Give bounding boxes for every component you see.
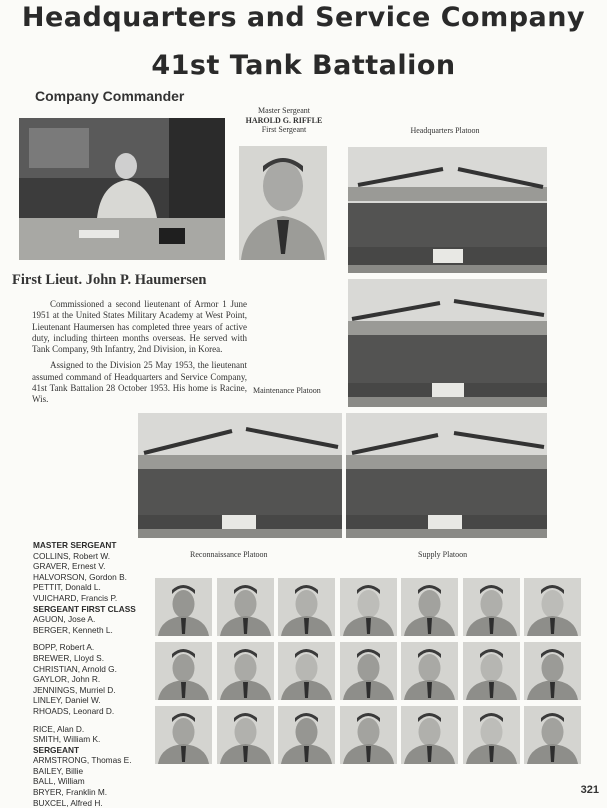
portrait-image: [340, 578, 397, 636]
portrait: [340, 642, 397, 700]
supply-platoon-photo: [346, 413, 547, 538]
portrait: [340, 578, 397, 636]
portrait: [278, 578, 335, 636]
portrait: [463, 642, 520, 700]
roster-name: COLLINS, Robert W.: [33, 550, 111, 561]
roster-name: HALVORSON, Gordon B.: [33, 571, 127, 582]
portrait-image: [401, 642, 458, 700]
page-title: Headquarters and Service Company: [21, 2, 586, 33]
roster-name: RICE, Alan D.: [33, 723, 85, 734]
portrait: [524, 706, 581, 764]
portrait: [278, 642, 335, 700]
roster-rank-heading: SERGEANT: [33, 744, 80, 755]
portrait: [155, 706, 212, 764]
portrait-image: [463, 642, 520, 700]
roster-name: BUXCEL, Alfred H.: [33, 797, 103, 808]
portrait-grid: [155, 578, 582, 768]
commander-photo-image: [19, 118, 225, 260]
page-number: 321: [580, 784, 599, 796]
portrait-image: [524, 706, 581, 764]
portrait-image: [278, 706, 335, 764]
roster-name: BALL, William: [33, 776, 85, 787]
group-photo-headquarters: [348, 147, 547, 273]
portrait-image: [155, 706, 212, 764]
portrait: [401, 706, 458, 764]
roster-name: BAILEY, Billie: [33, 765, 84, 776]
first-sergeant-photo: [239, 146, 327, 260]
roster-name: JENNINGS, Murriel D.: [33, 684, 116, 695]
roster-name: RHOADS, Leonard D.: [33, 705, 115, 716]
roster-rank-heading: SERGEANT FIRST CLASS: [33, 603, 136, 614]
reconnaissance-platoon-label: Reconnaissance Platoon: [190, 550, 268, 559]
portrait-image: [217, 706, 274, 764]
portrait: [524, 578, 581, 636]
roster-name: VUICHARD, Francis P.: [33, 592, 118, 603]
portrait: [401, 642, 458, 700]
portrait-image: [463, 706, 520, 764]
commander-bio-paragraph-1: Commissioned a second lieutenant of Armor 1 June 1951 at the United States Military Academy at West Point, Lieutenant Haumersen has completed three years of active duty, including thirteen months overseas. He served with Tank Company, 9th Infantry, 2nd Division, in Korea.: [32, 299, 247, 355]
portrait-image: [278, 642, 335, 700]
first-sergeant-rank: Master Sergeant: [257, 106, 311, 115]
group-photo-supply: [346, 413, 547, 538]
portrait: [524, 642, 581, 700]
roster-name: ARMSTRONG, Thomas E.: [33, 755, 132, 766]
portrait: [340, 706, 397, 764]
portrait: [155, 578, 212, 636]
portrait-image: [155, 642, 212, 700]
group-photo-maintenance: [348, 279, 547, 407]
roster-rank-heading: MASTER SERGEANT: [33, 540, 117, 550]
commander-bio: [32, 299, 247, 411]
portrait-image: [340, 706, 397, 764]
portrait-image: [524, 578, 581, 636]
portrait: [217, 706, 274, 764]
roster-name: LINLEY, Daniel W.: [33, 695, 101, 706]
headquarters-platoon-label: Headquarters Platoon: [410, 126, 480, 135]
portrait: [463, 706, 520, 764]
first-sergeant-title: First Sergeant: [261, 125, 307, 134]
roster-gap: [33, 717, 155, 724]
roster-name: BREWER, Lloyd S.: [33, 652, 105, 663]
portrait-image: [524, 642, 581, 700]
commander-photo: [19, 118, 225, 260]
roster-name: GRAVER, Ernest V.: [33, 561, 106, 572]
roster-gap: [33, 635, 155, 642]
first-sergeant-photo-image: [239, 146, 327, 260]
commander-bio-paragraph-2: Assigned to the Division 25 May 1953, the lieutenant assumed command of Headquarters and Service Company, 41st Tank Battalion 28 October 1953. His home is Racine, Wis.: [32, 360, 247, 405]
roster-list: [33, 540, 155, 808]
portrait-image: [217, 642, 274, 700]
commander-section-label: Company Commander: [35, 88, 185, 104]
roster-name: BRYER, Franklin M.: [33, 787, 108, 798]
portrait-image: [401, 706, 458, 764]
portrait-image: [463, 578, 520, 636]
roster-name: CHRISTIAN, Arnold G.: [33, 663, 117, 674]
portrait-image: [278, 578, 335, 636]
portrait: [217, 642, 274, 700]
portrait: [278, 706, 335, 764]
roster-name: GAYLOR, John R.: [33, 674, 101, 685]
supply-platoon-label: Supply Platoon: [418, 550, 468, 559]
roster-name: BOPP, Robert A.: [33, 642, 95, 653]
roster-name: SMITH, William K.: [33, 734, 101, 745]
group-photo-reconnaissance: [138, 413, 342, 538]
maintenance-platoon-label: Maintenance Platoon: [253, 386, 321, 395]
page-subtitle: 41st Tank Battalion: [151, 50, 456, 81]
portrait: [463, 578, 520, 636]
headquarters-platoon-photo: [348, 147, 547, 273]
first-sergeant-name: HAROLD G. RIFFLE: [245, 115, 323, 125]
maintenance-platoon-photo: [348, 279, 547, 407]
portrait-image: [340, 642, 397, 700]
portrait: [217, 578, 274, 636]
portrait-image: [217, 578, 274, 636]
roster-name: AGUON, Jose A.: [33, 614, 96, 625]
roster-name: BERGER, Kenneth L.: [33, 624, 113, 635]
commander-name: First Lieut. John P. Haumersen: [12, 272, 207, 288]
roster-name: PETTIT, Donald L.: [33, 582, 101, 593]
portrait-image: [401, 578, 458, 636]
portrait: [155, 642, 212, 700]
portrait-image: [155, 578, 212, 636]
portrait: [401, 578, 458, 636]
reconnaissance-platoon-photo: [138, 413, 342, 538]
